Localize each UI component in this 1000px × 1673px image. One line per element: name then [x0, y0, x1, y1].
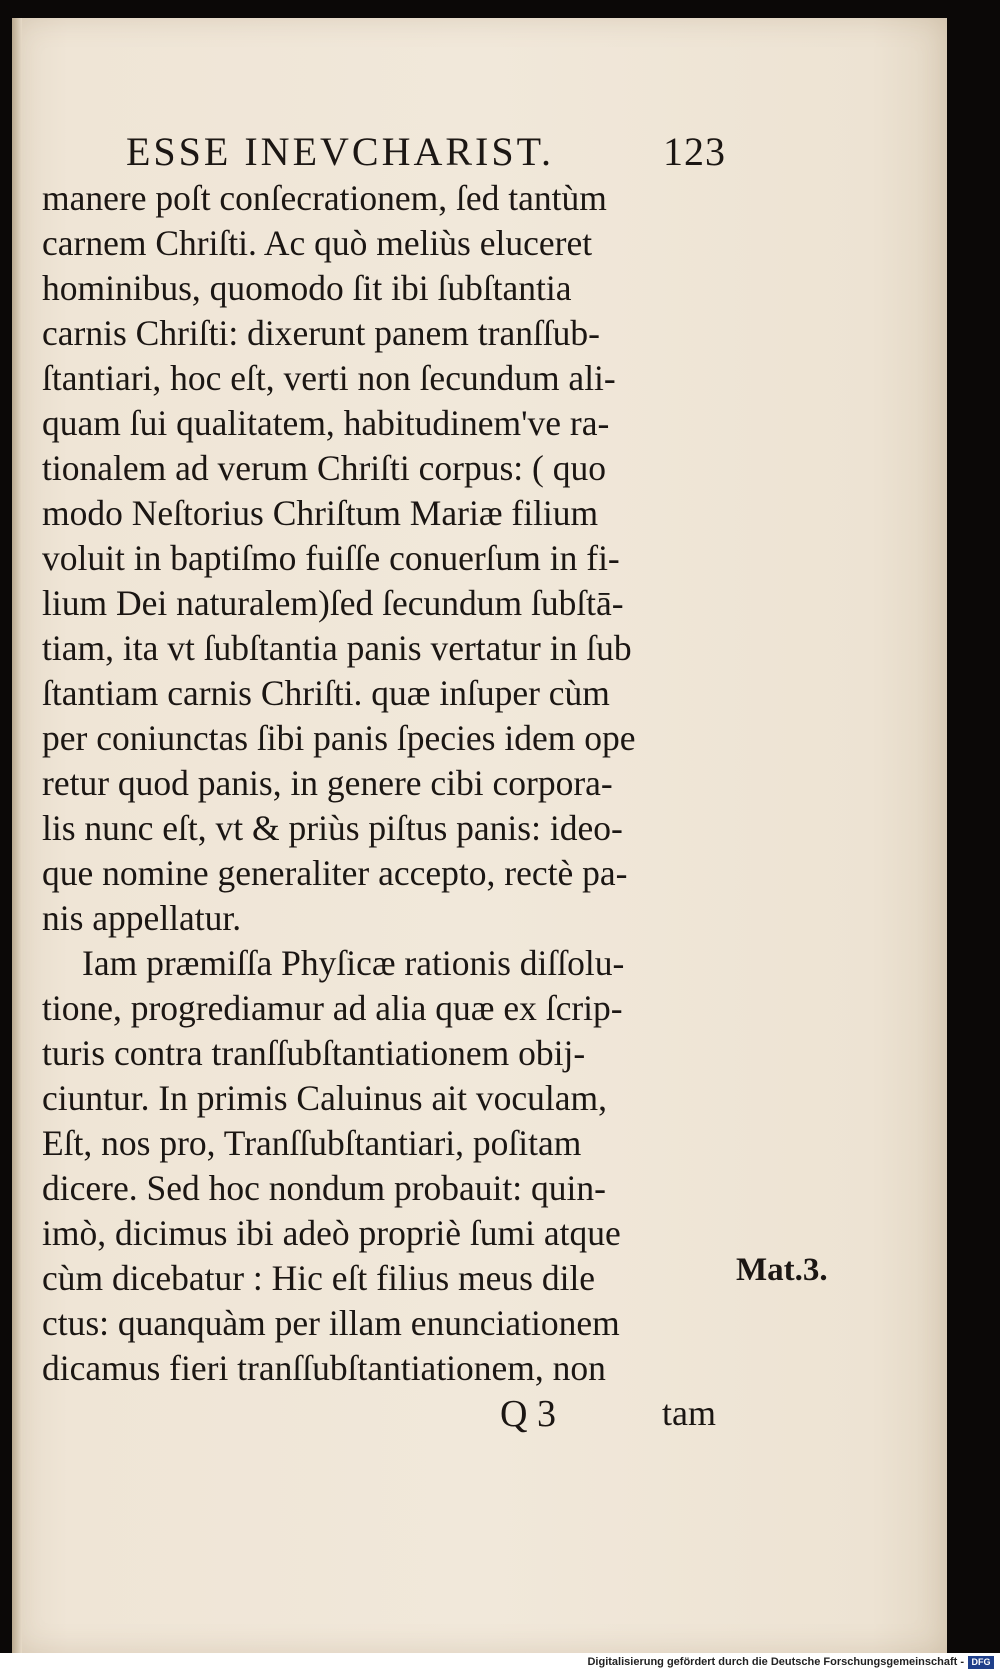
text-line: ctus: quanquàm per illam enunciationem [42, 1303, 620, 1343]
text-line: carnem Chriſti. Ac quò meliùs eluceret [42, 223, 593, 263]
dfg-logo-icon: DFG [968, 1656, 994, 1669]
text-line: ſtantiari, hoc eſt, verti non ſecundum ali- [42, 358, 616, 398]
page-header [126, 128, 726, 178]
text-line: dicere. Sed hoc nondum probauit: quin- [42, 1168, 606, 1208]
text-line: carnis Chriſti: dixerunt panem tranſſub- [42, 313, 600, 353]
page-number: 123 [663, 129, 726, 174]
text-line: modo Neſtorius Chriſtum Mariæ filium [42, 493, 599, 533]
page-gutter-edge [12, 18, 22, 1653]
funding-note: Digitalisierung gefördert durch die Deutsche Forschungsgemeinschaft - [587, 1656, 964, 1668]
text-line: hominibus, quomodo ſit ibi ſubſtantia [42, 268, 572, 308]
body-text [42, 176, 742, 1391]
text-line: que nomine generaliter accepto, rectè pa- [42, 853, 628, 893]
text-line: lium Dei naturalem)ſed ſecundum ſubſtā- [42, 583, 624, 623]
text-line: lis nunc eſt, vt & priùs piſtus panis: ideo- [42, 808, 623, 848]
text-line: voluit in baptiſmo fuiſſe conuerſum in fi- [42, 538, 620, 578]
text-line: tiam, ita vt ſubſtantia panis vertatur in ſub [42, 628, 632, 668]
text-line: Eſt, nos pro, Tranſſubſtantiari, poſitam [42, 1123, 582, 1163]
text-line: tionalem ad verum Chriſti corpus: ( quo [42, 448, 606, 488]
text-line: manere poſt conſecrationem, ſed tantùm [42, 178, 607, 218]
text-line: tione, progrediamur ad alia quæ ex ſcrip- [42, 988, 623, 1028]
text-line: ciuntur. In primis Caluinus ait voculam, [42, 1078, 607, 1118]
text-line: imò, dicimus ibi adeò propriè ſumi atque [42, 1213, 621, 1253]
text-line: quam ſui qualitatem, habitudinem've ra- [42, 403, 610, 443]
text-line: retur quod panis, in genere cibi corpora- [42, 763, 613, 803]
text-line: cùm dicebatur : Hic eſt filius meus dile [42, 1258, 596, 1298]
paragraph-start-line: Iam præmiſſa Phyſicæ rationis diſſolu- [82, 943, 625, 983]
text-line: dicamus fieri tranſſubſtantiationem, non [42, 1348, 606, 1388]
catchword: tam [662, 1393, 716, 1433]
running-head: ESSE INEVCHARIST. [126, 129, 555, 174]
signature-mark: Q 3 [500, 1393, 556, 1435]
text-line: ſtantiam carnis Chriſti. quæ inſuper cùm [42, 673, 610, 713]
text-line: nis appellatur. [42, 898, 242, 938]
text-line: turis contra tranſſubſtantiationem obij- [42, 1033, 586, 1073]
marginal-note: Mat.3. [736, 1252, 828, 1288]
text-line: per coniunctas ſibi panis ſpecies idem ope [42, 718, 636, 758]
